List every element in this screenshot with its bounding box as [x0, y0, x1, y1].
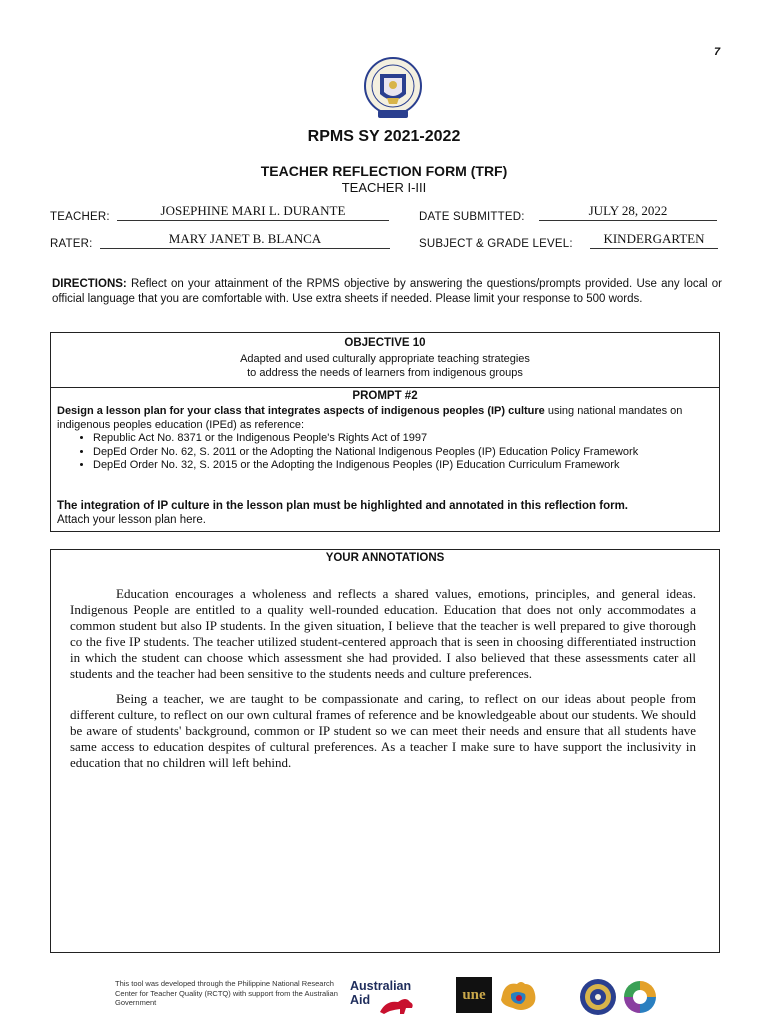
annotations-box[interactable] [50, 549, 720, 953]
page-title: RPMS SY 2021-2022 [307, 128, 461, 145]
divider [51, 387, 719, 388]
footer-note: This tool was developed through the Philippine National Research Center for Teacher Quality (RCTQ) with support from the Australian Government [115, 979, 338, 1007]
une-logo-text: une [462, 986, 486, 1003]
prompt-intro-rest: using national mandates on indigenous peoples education (IPEd) as reference: [57, 405, 683, 431]
annotations-text [70, 586, 696, 780]
list-item: • Republic Act No. 8371 or the Indigenous People's Rights Act of 1997 [93, 432, 713, 446]
prompt-header: PROMPT #2 [352, 390, 418, 402]
government-seal-icon [579, 978, 617, 1016]
australian-aid-text-2: Aid [350, 993, 371, 1007]
rater-label: RATER: [50, 238, 93, 250]
australian-aid-text-1: Australian [350, 979, 412, 993]
rater-field[interactable]: MARY JANET B. BLANCA [100, 232, 390, 249]
australian-aid-logo [350, 980, 430, 1016]
directions [52, 277, 722, 307]
subject-grade-label: SUBJECT & GRADE LEVEL: [419, 238, 573, 250]
teacher-field[interactable]: JOSEPHINE MARI L. DURANTE [117, 204, 389, 221]
form-subtitle: TEACHER I-III [341, 180, 427, 195]
teacher-label: TEACHER: [50, 211, 110, 223]
date-submitted-label: DATE SUBMITTED: [419, 211, 525, 223]
objective-prompt-box [50, 332, 720, 532]
prompt-footer-plain: Attach your lesson plan here. [57, 514, 206, 526]
rctq-logo-icon [621, 978, 659, 1016]
australia-map-icon [497, 978, 539, 1014]
directions-text: Reflect on your attainment of the RPMS objective by answering the questions/prompts provided. Use any local or official language that you are comfortable with. Use extra sheets if needed. Please limit your response to 500 words. [52, 278, 722, 305]
directions-label: DIRECTIONS: [52, 278, 127, 290]
objective-description [51, 352, 719, 380]
page-number: 7 [714, 46, 721, 58]
prompt-intro-bold: Design a lesson plan for your class that integrates aspects of indigenous peoples (IP) culture [57, 405, 545, 417]
prompt-footer [57, 499, 713, 527]
prompt-body [57, 405, 713, 473]
date-submitted-field[interactable]: JULY 28, 2022 [539, 204, 717, 221]
annotation-paragraph: Education encourages a wholeness and reflects a shared values, emotions, principles, and general ideas. Indigenous People are entitled to a quality well-rounded education. Education that does not only accommodates a common student but also IP students. In the given situation, I believe that the teacher is well prepared to give thorough co the five IP students. The teacher utilized student-centered approach that is seen in choosing differentiated instruction in which the student can choose which assessment she had provided. I also believed that these assessments cater all students and the teacher had been sensitive to the students needs and culture preferences. [70, 586, 696, 681]
objective-header: OBJECTIVE 10 [344, 337, 426, 349]
form-title: TEACHER REFLECTION FORM (TRF) [260, 163, 508, 179]
prompt-intro [57, 405, 713, 432]
prompt-footer-bold: The integration of IP culture in the lesson plan must be highlighted and annotated in this reflection form. [57, 500, 628, 512]
objective-line-2: to address the needs of learners from indigenous groups [247, 367, 523, 379]
annotation-paragraph: Being a teacher, we are taught to be compassionate and caring, to reflect on our ideas about people from different culture, to reflect on our own cultural frames of reference and be knowledgeable about our students. We should be aware of students' background, common or IP student so we can meet their needs and ensure that all students have same access to education despites of cultural preferences. As a teacher I make sure to have support the inclusivity in education that no children will left behind. [70, 691, 696, 770]
annotations-header: YOUR ANNOTATIONS [325, 552, 445, 564]
subject-grade-field[interactable]: KINDERGARTEN [590, 232, 718, 249]
objective-line-1: Adapted and used culturally appropriate teaching strategies [240, 353, 530, 365]
mandate-list [57, 432, 713, 473]
list-item: • DepEd Order No. 62, S. 2011 or the Adopting the National Indigenous Peoples (IP) Education Policy Framework [93, 446, 713, 460]
list-item: • DepEd Order No. 32, S. 2015 or the Adopting the Indigenous Peoples (IP) Education Curriculum Framework [93, 459, 713, 473]
une-logo [456, 977, 492, 1013]
kangaroo-icon [376, 994, 426, 1016]
deped-seal-icon [364, 54, 422, 122]
